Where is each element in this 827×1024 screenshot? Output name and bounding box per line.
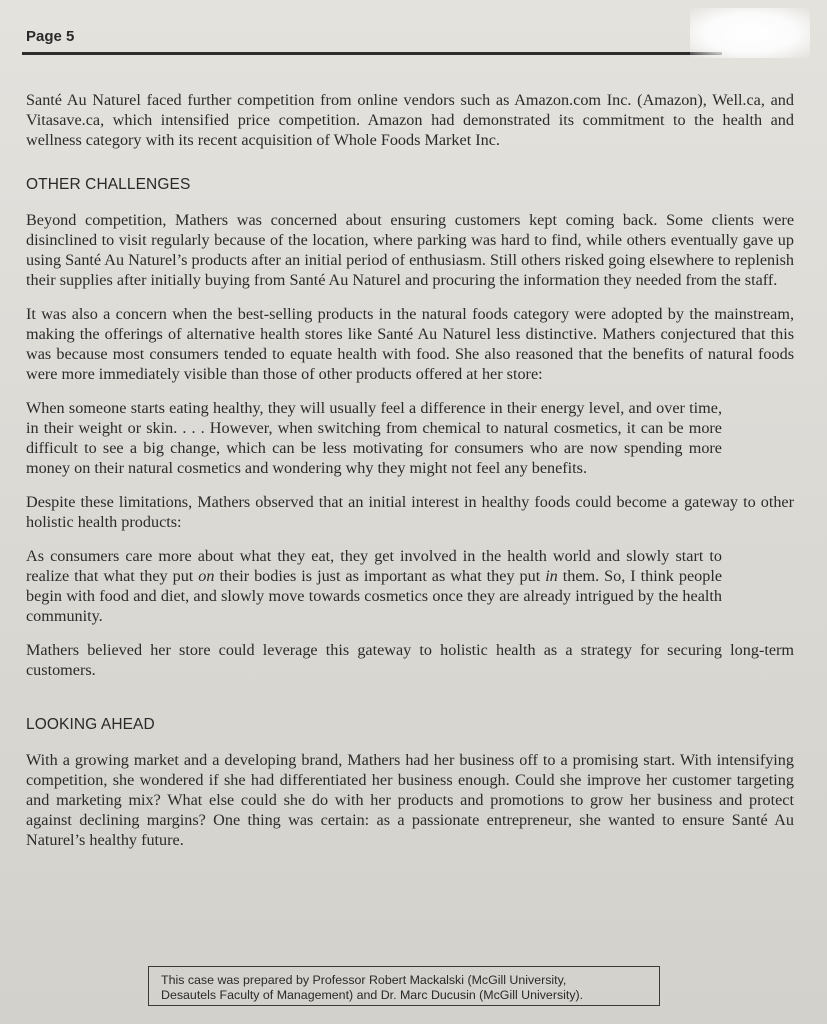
quote-emphasis: on [198, 567, 215, 585]
page-number: Page 5 [26, 28, 75, 45]
paragraph-future: With a growing market and a developing brand, Mathers had her business off to a promising start. With intensifying competition, she wondered if she had differentiated her business enough. Could she improve her customer targeting and marketing mix? What else could she do with her products and promotions to grow her business and protect against declining margins? One thing was certain: as a passionate entrepreneur, she wanted to ensure Santé Au Naturel’s healthy future. [26, 751, 794, 849]
credit-line: Desautels Faculty of Management) and Dr. Marc Ducusin (McGill University). [161, 988, 584, 1002]
paragraph-retention: Beyond competition, Mathers was concerned about ensuring customers kept coming back. Some clients were disinclined to visit regularly because of the location, where parking was hard to find, while others eventually gave up using Santé Au Naturel’s products after an initial period of enthusiasm. Still others risked going elsewhere to replenish their supplies after initially buying from Santé Au Naturel and procuring the information they needed from the staff. [26, 211, 794, 289]
page-header [22, 26, 802, 56]
quote-text: them. So, I think people begin with food and diet, and slowly move towards cosmetics once they are already intrigued by the health community. [26, 567, 723, 625]
case-credit-box [148, 966, 660, 1006]
quote-energy: When someone starts eating healthy, they will usually feel a difference in their energy level, and over time, in their weight or skin. . . . However, when switching from chemical to natural cosmetics, it can be more difficult to see a big change, which can be less motivating for consumers who are now spending more money on their natural cosmetics and wondering why they might not feel any benefits. [26, 399, 722, 477]
quote-text: their bodies is just as important as what they put [214, 567, 546, 585]
heading-looking-ahead: LOOKING AHEAD [26, 716, 155, 733]
paragraph-gateway: Despite these limitations, Mathers observed that an initial interest in healthy foods could become a gateway to other holistic health products: [26, 493, 794, 531]
header-rule [22, 52, 722, 55]
paragraph-competition: Santé Au Naturel faced further competition from online vendors such as Amazon.com Inc. (Amazon), Well.ca, and Vitasave.ca, which intensified price competition. Amazon had demonstrated its commitment to the health and wellness category with its recent acquisition of Whole Foods Market Inc. [26, 91, 794, 149]
document-body [26, 90, 794, 850]
paragraph-strategy: Mathers believed her store could leverage this gateway to holistic health as a strategy for securing long-term customers. [26, 641, 794, 679]
quote-holistic [26, 546, 722, 626]
paragraph-mainstream: It was also a concern when the best-selling products in the natural foods category were adopted by the mainstream, making the offerings of alternative health stores like Santé Au Naturel less distinctive. Mathers conjectured that this was because most consumers tended to equate health with food. She also reasoned that the benefits of natural foods were more immediately visible than those of other products offered at her store: [26, 305, 794, 383]
quote-emphasis: in [545, 567, 558, 585]
heading-other-challenges: OTHER CHALLENGES [26, 176, 191, 193]
quote-text: As consumers care more about what they eat, they get involved in the health world and slowly start to realize that what they put [26, 547, 722, 585]
credit-line: This case was prepared by Professor Robert Mackalski (McGill University, [161, 973, 567, 987]
screen-glare [690, 8, 810, 58]
